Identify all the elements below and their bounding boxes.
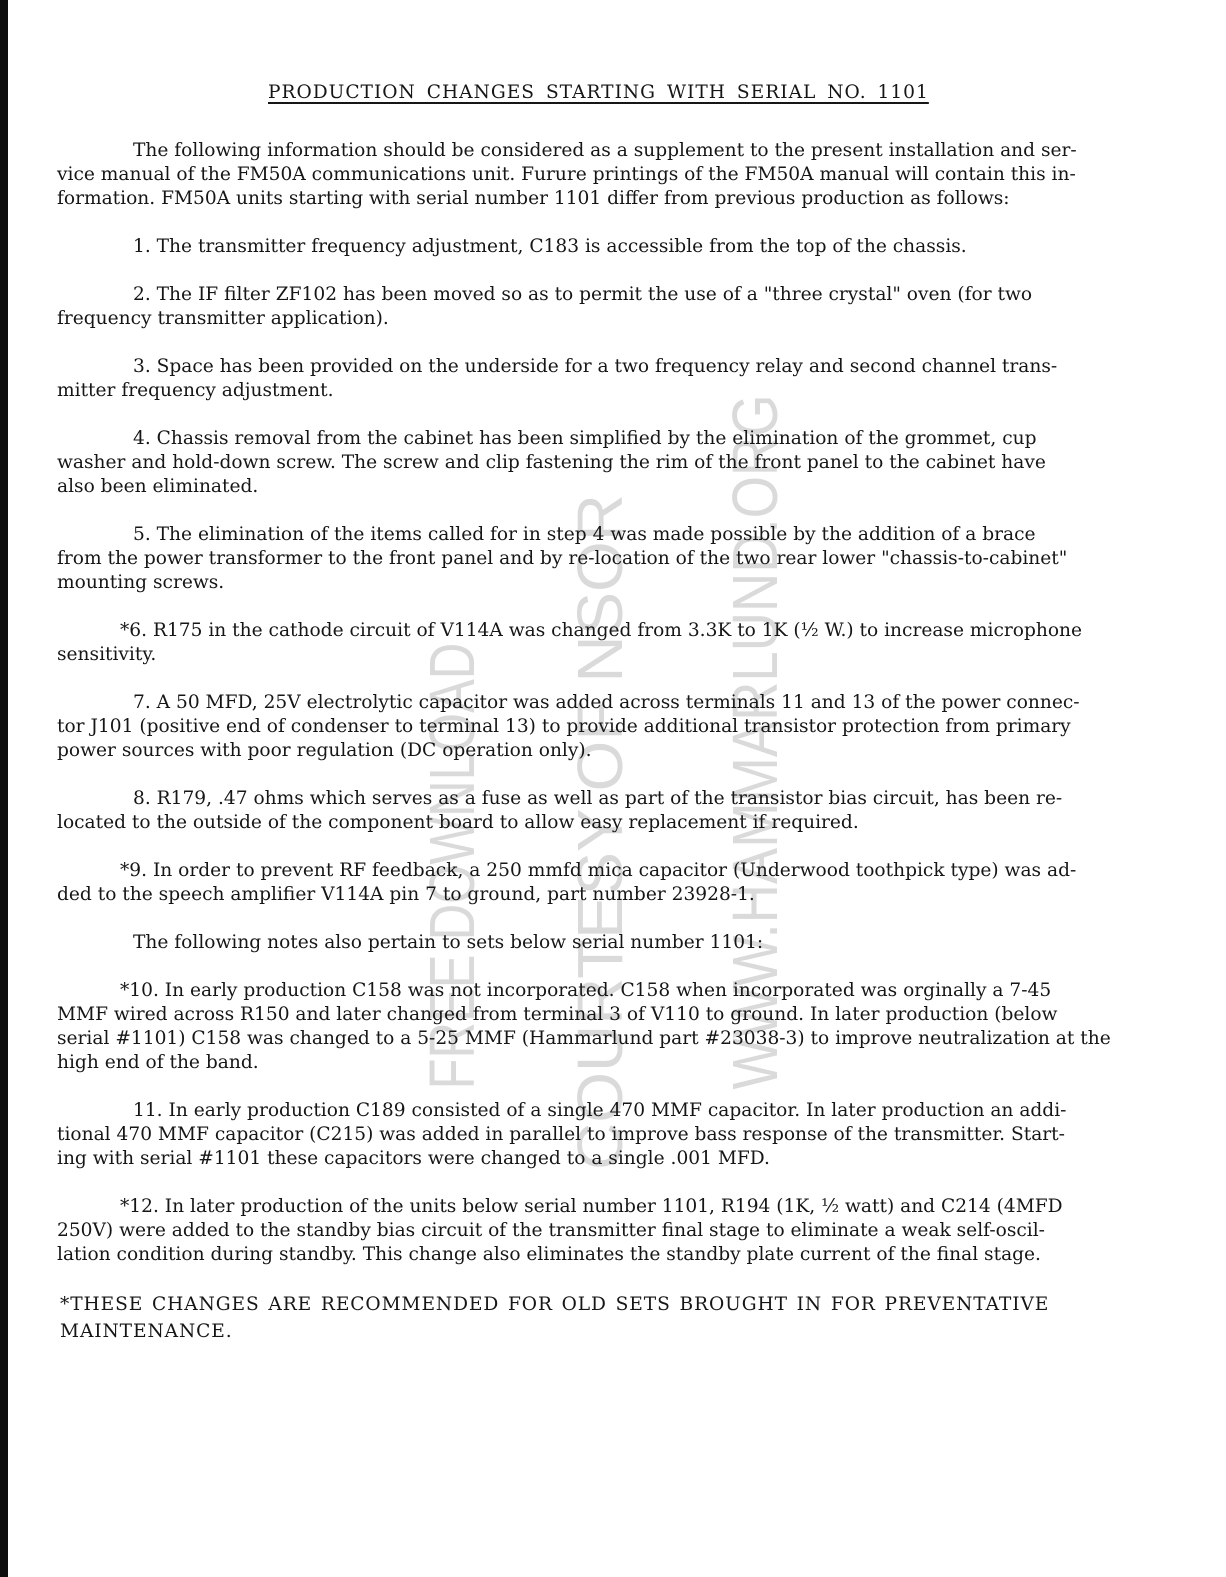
note-paragraph bbox=[57, 931, 1157, 955]
paragraph-line: formation. FM50A units starting with serial number 1101 differ from previous production as follows: bbox=[57, 188, 1010, 209]
paragraph-line: from the power transformer to the front panel and by re-location of the two rear lower "chassis-to-cabinet" bbox=[57, 548, 1068, 569]
paragraph-line: MMF wired across R150 and later changed from terminal 3 of V110 to ground. In later production (below bbox=[57, 1004, 1058, 1025]
watermark-courtesy: COURTESY OF NSOR bbox=[564, 494, 636, 1170]
item-5-paragraph bbox=[57, 523, 1157, 595]
paragraph-line: The following information should be considered as a supplement to the present installation and ser- bbox=[133, 140, 1077, 161]
paragraph-line: also been eliminated. bbox=[57, 476, 259, 497]
item-7-paragraph bbox=[57, 691, 1157, 763]
footer-note bbox=[57, 1291, 1157, 1345]
paragraph-line: *12. In later production of the units below serial number 1101, R194 (1K, ½ watt) and C214 (4MFD bbox=[120, 1196, 1063, 1217]
intro-paragraph bbox=[57, 139, 1157, 211]
item-2-paragraph bbox=[57, 283, 1157, 331]
paragraph-line: frequency transmitter application). bbox=[57, 308, 389, 329]
paragraph-line: *6. R175 in the cathode circuit of V114A was changed from 3.3K to 1K (½ W.) to increase microphone bbox=[120, 620, 1083, 641]
footer-line: MAINTENANCE. bbox=[60, 1321, 233, 1342]
item-8-paragraph bbox=[57, 787, 1157, 835]
paragraph-line: 7. A 50 MFD, 25V electrolytic capacitor was added across terminals 11 and 13 of the power connec- bbox=[133, 692, 1080, 713]
document-body bbox=[57, 139, 1157, 1345]
paragraph-line: high end of the band. bbox=[57, 1052, 259, 1073]
paragraph-line: 3. Space has been provided on the underside for a two frequency relay and second channel trans- bbox=[133, 356, 1058, 377]
paragraph-line: tor J101 (positive end of condenser to terminal 13) to provide additional transistor protection from primary bbox=[57, 716, 1071, 737]
paragraph-line: 1. The transmitter frequency adjustment, C183 is accessible from the top of the chassis. bbox=[133, 236, 967, 257]
paragraph-line: serial #1101) C158 was changed to a 5-25 MMF (Hammarlund part #23038-3) to improve neutralization at the bbox=[57, 1028, 1111, 1049]
paragraph-line: ing with serial #1101 these capacitors were changed to a single .001 MFD. bbox=[57, 1148, 770, 1169]
item-1-paragraph bbox=[57, 235, 1157, 259]
paragraph-line: located to the outside of the component board to allow easy replacement if required. bbox=[57, 812, 859, 833]
paragraph-line: washer and hold-down screw. The screw and clip fastening the rim of the front panel to the cabinet have bbox=[57, 452, 1046, 473]
paragraph-line: 5. The elimination of the items called for in step 4 was made possible by the addition of a brace bbox=[133, 524, 1036, 545]
paragraph-line: 2. The IF filter ZF102 has been moved so as to permit the use of a "three crystal" oven (for two bbox=[133, 284, 1033, 305]
paragraph-line: 8. R179, .47 ohms which serves as a fuse as well as part of the transistor bias circuit, has been re- bbox=[133, 788, 1063, 809]
footer-line: *THESE CHANGES ARE RECOMMENDED FOR OLD SETS BROUGHT IN FOR PREVENTATIVE bbox=[60, 1294, 1050, 1315]
paragraph-line: *10. In early production C158 was not incorporated. C158 when incorporated was orginally a 7-45 bbox=[120, 980, 1052, 1001]
item-3-paragraph bbox=[57, 355, 1157, 403]
item-11-paragraph bbox=[57, 1099, 1157, 1171]
paragraph-line: mitter frequency adjustment. bbox=[57, 380, 334, 401]
paragraph-line: sensitivity. bbox=[57, 644, 157, 665]
item-10-paragraph bbox=[57, 979, 1157, 1075]
paragraph-line: vice manual of the FM50A communications unit. Furure printings of the FM50A manual will contain this in- bbox=[57, 164, 1076, 185]
paragraph-line: 250V) were added to the standby bias circuit of the transmitter final stage to eliminate a weak self-oscil- bbox=[57, 1220, 1045, 1241]
paragraph-line: power sources with poor regulation (DC operation only). bbox=[57, 740, 592, 761]
paragraph-line: tional 470 MMF capacitor (C215) was added in parallel to improve bass response of the transmitter. Start- bbox=[57, 1124, 1065, 1145]
item-9-paragraph bbox=[57, 859, 1157, 907]
paragraph-line: *9. In order to prevent RF feedback, a 250 mmfd mica capacitor (Underwood toothpick type) was ad- bbox=[120, 860, 1077, 881]
scan-edge-bar bbox=[0, 0, 8, 1577]
watermark-free-download: FREE DOWNLOAD bbox=[416, 642, 488, 1090]
paragraph-line: 4. Chassis removal from the cabinet has been simplified by the elimination of the grommet, cup bbox=[133, 428, 1037, 449]
paragraph-line: ded to the speech amplifier V114A pin 7 to ground, part number 23928-1. bbox=[57, 884, 755, 905]
page-title: PRODUCTION CHANGES STARTING WITH SERIAL NO. 1101 bbox=[268, 82, 929, 103]
paragraph-line: mounting screws. bbox=[57, 572, 225, 593]
item-4-paragraph bbox=[57, 427, 1157, 499]
item-6-paragraph bbox=[57, 619, 1157, 667]
item-12-paragraph bbox=[57, 1195, 1157, 1267]
paragraph-line: The following notes also pertain to sets below serial number 1101: bbox=[133, 932, 764, 953]
paragraph-line: lation condition during standby. This change also eliminates the standby plate current of the final stage. bbox=[57, 1244, 1041, 1265]
watermark-website: WWW.HAMMARLUND.ORG bbox=[719, 394, 791, 1090]
paragraph-line: 11. In early production C189 consisted of a single 470 MMF capacitor. In later production an addi- bbox=[133, 1100, 1067, 1121]
